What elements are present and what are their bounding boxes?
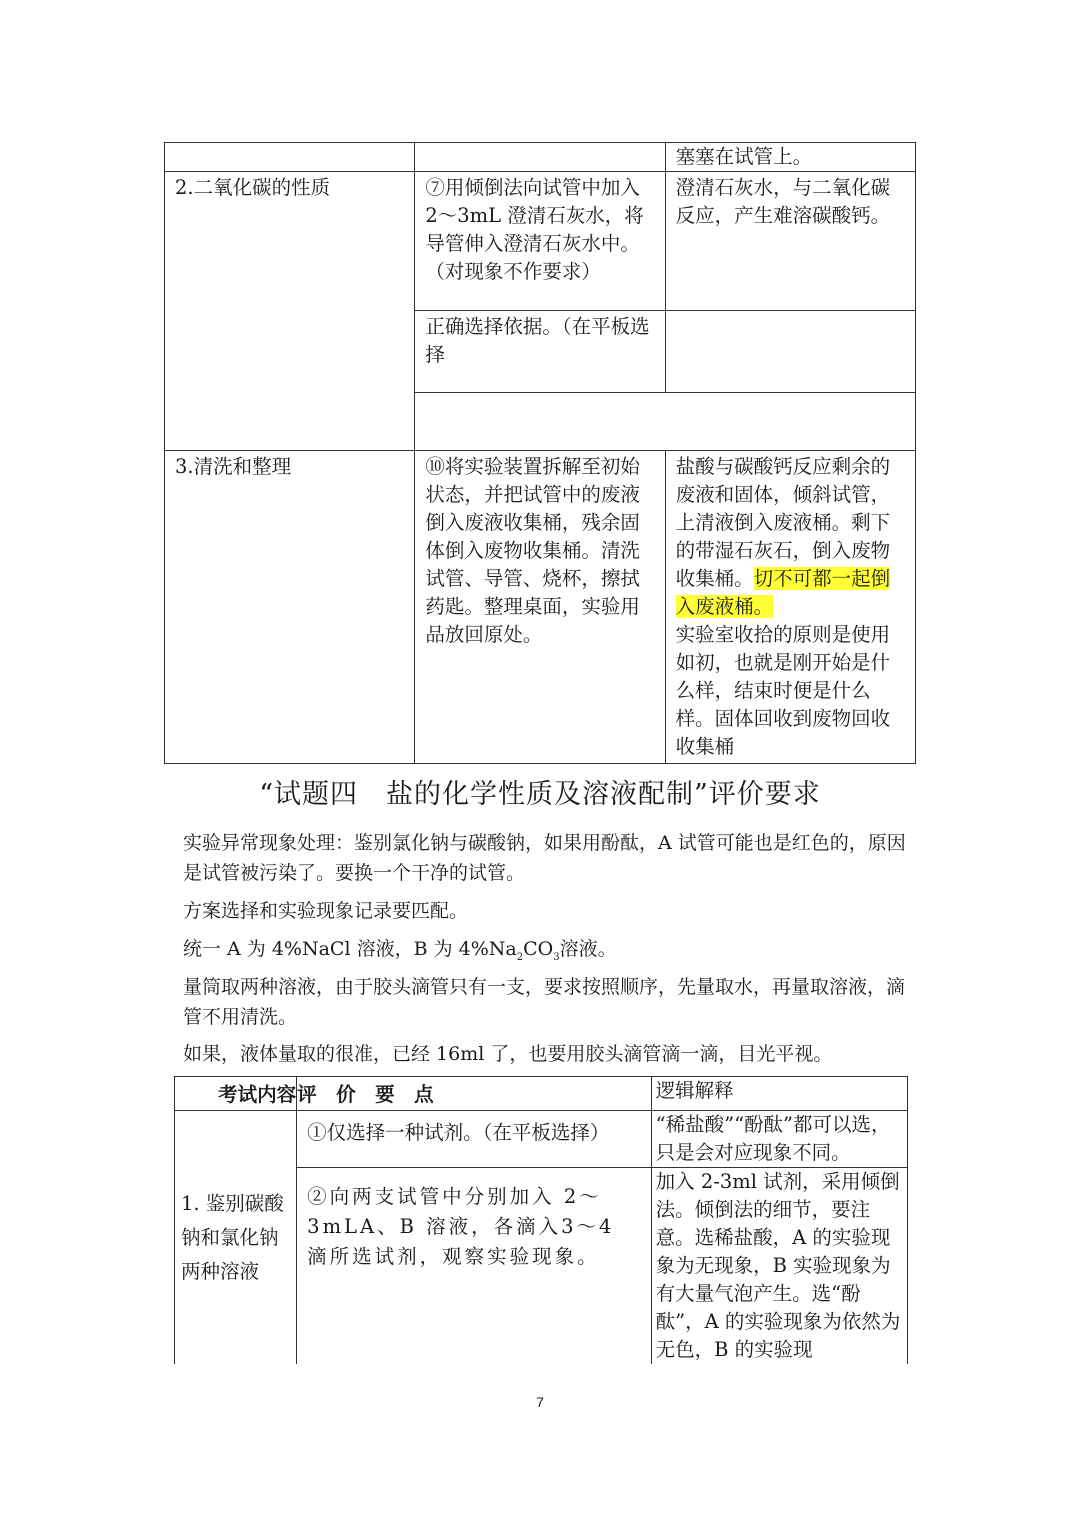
explanation-text: 盐酸与碳酸钙反应剩余的废液和固体，倾斜试管，上清液倒入废液桶。剩下的带湿石灰石，倒入废物收集桶。 — [675, 455, 891, 590]
section-heading: “试题四 盐的化学性质及溶液配制”评价要求 — [259, 779, 821, 810]
paragraph: 量筒取两种溶液，由于胶头滴管只有一支，要求按照顺序，先量取水，再量取溶液，滴管不用清洗。 — [183, 976, 906, 1028]
table1-cell: ⑦用倾倒法向试管中加入 2～3mL 澄清石灰水，将导管伸入澄清石灰水中。（对现象不作要求） — [415, 172, 665, 311]
table1-topic-cell: 2.二氧化碳的性质 — [165, 172, 415, 451]
highlighted-text: 切不可都一起倒入废液桶。 — [675, 567, 891, 618]
table2-cell: “稀盐酸”“酚酞”都可以选，只是会对应现象不同。 — [651, 1111, 907, 1168]
evaluation-table — [174, 1076, 908, 1364]
table2-cell: 加入 2-3ml 试剂，采用倾倒法。倾倒法的细节，要注意。选稀盐酸，A 的实验现象为无现象，B 实验现象为有大量气泡产生。选“酚酞”，A 的实验现象为依然为无色，B 的实验现 — [651, 1168, 907, 1365]
header-cell: 逻辑解释 — [651, 1077, 907, 1111]
table1-cell — [665, 451, 915, 764]
paragraph: 统一 A 为 4%NaCl 溶液，B 为 $4\%Na_2CO_3$溶液。 — [183, 938, 617, 963]
table1-cell: 澄清石灰水，与二氧化碳反应，产生难溶碳酸钙。 — [665, 172, 915, 311]
table1-empty-cell — [165, 143, 415, 172]
paragraph: 实验异常现象处理：鉴别氯化钠与碳酸钠，如果用酚酞，A 试管可能也是红色的，原因是试管被污染了。要换一个干净的试管。 — [183, 832, 906, 884]
table2-cell: ①仅选择一种试剂。（在平板选择） — [297, 1111, 651, 1168]
page-number: 7 — [536, 1394, 544, 1410]
header-cell: 评 价 要 点 — [297, 1077, 651, 1111]
table1-cell: 正确选择依据。（在平板选择 — [415, 311, 665, 393]
topic-cell: 1. 鉴别碳酸钠和氯化钠两种溶液 — [175, 1111, 297, 1365]
evaluation-table-continued — [164, 142, 916, 764]
explanation-text: 实验室收拾的原则是使用如初，也就是刚开始是什么样，结束时便是什么样。固体回收到废物回收收集桶 — [675, 623, 891, 758]
table1-topic-cell: 3.清洗和整理 — [165, 451, 415, 764]
header-cell: 考试内容 — [175, 1077, 297, 1111]
table1-empty-cell — [665, 311, 915, 393]
table1-empty-cell — [415, 393, 916, 451]
table1-cell: 塞塞在试管上。 — [665, 143, 915, 172]
paragraph: 如果，液体量取的很准，已经 16ml 了，也要用胶头滴管滴一滴，目光平视。 — [183, 1043, 833, 1065]
table2-cell: ②向两支试管中分别加入 2～3mLA、B 溶液，各滴入3～4 滴所选试剂，观察实验现象。 — [297, 1168, 651, 1365]
table1-empty-cell — [415, 143, 665, 172]
paragraph: 方案选择和实验现象记录要匹配。 — [183, 900, 469, 922]
table1-cell: ⑩将实验装置拆解至初始状态，并把试管中的废液倒入废液收集桶，残余固体倒入废物收集桶。清洗试管、导管、烧杯，擦拭药匙。整理桌面，实验用品放回原处。 — [415, 451, 665, 764]
